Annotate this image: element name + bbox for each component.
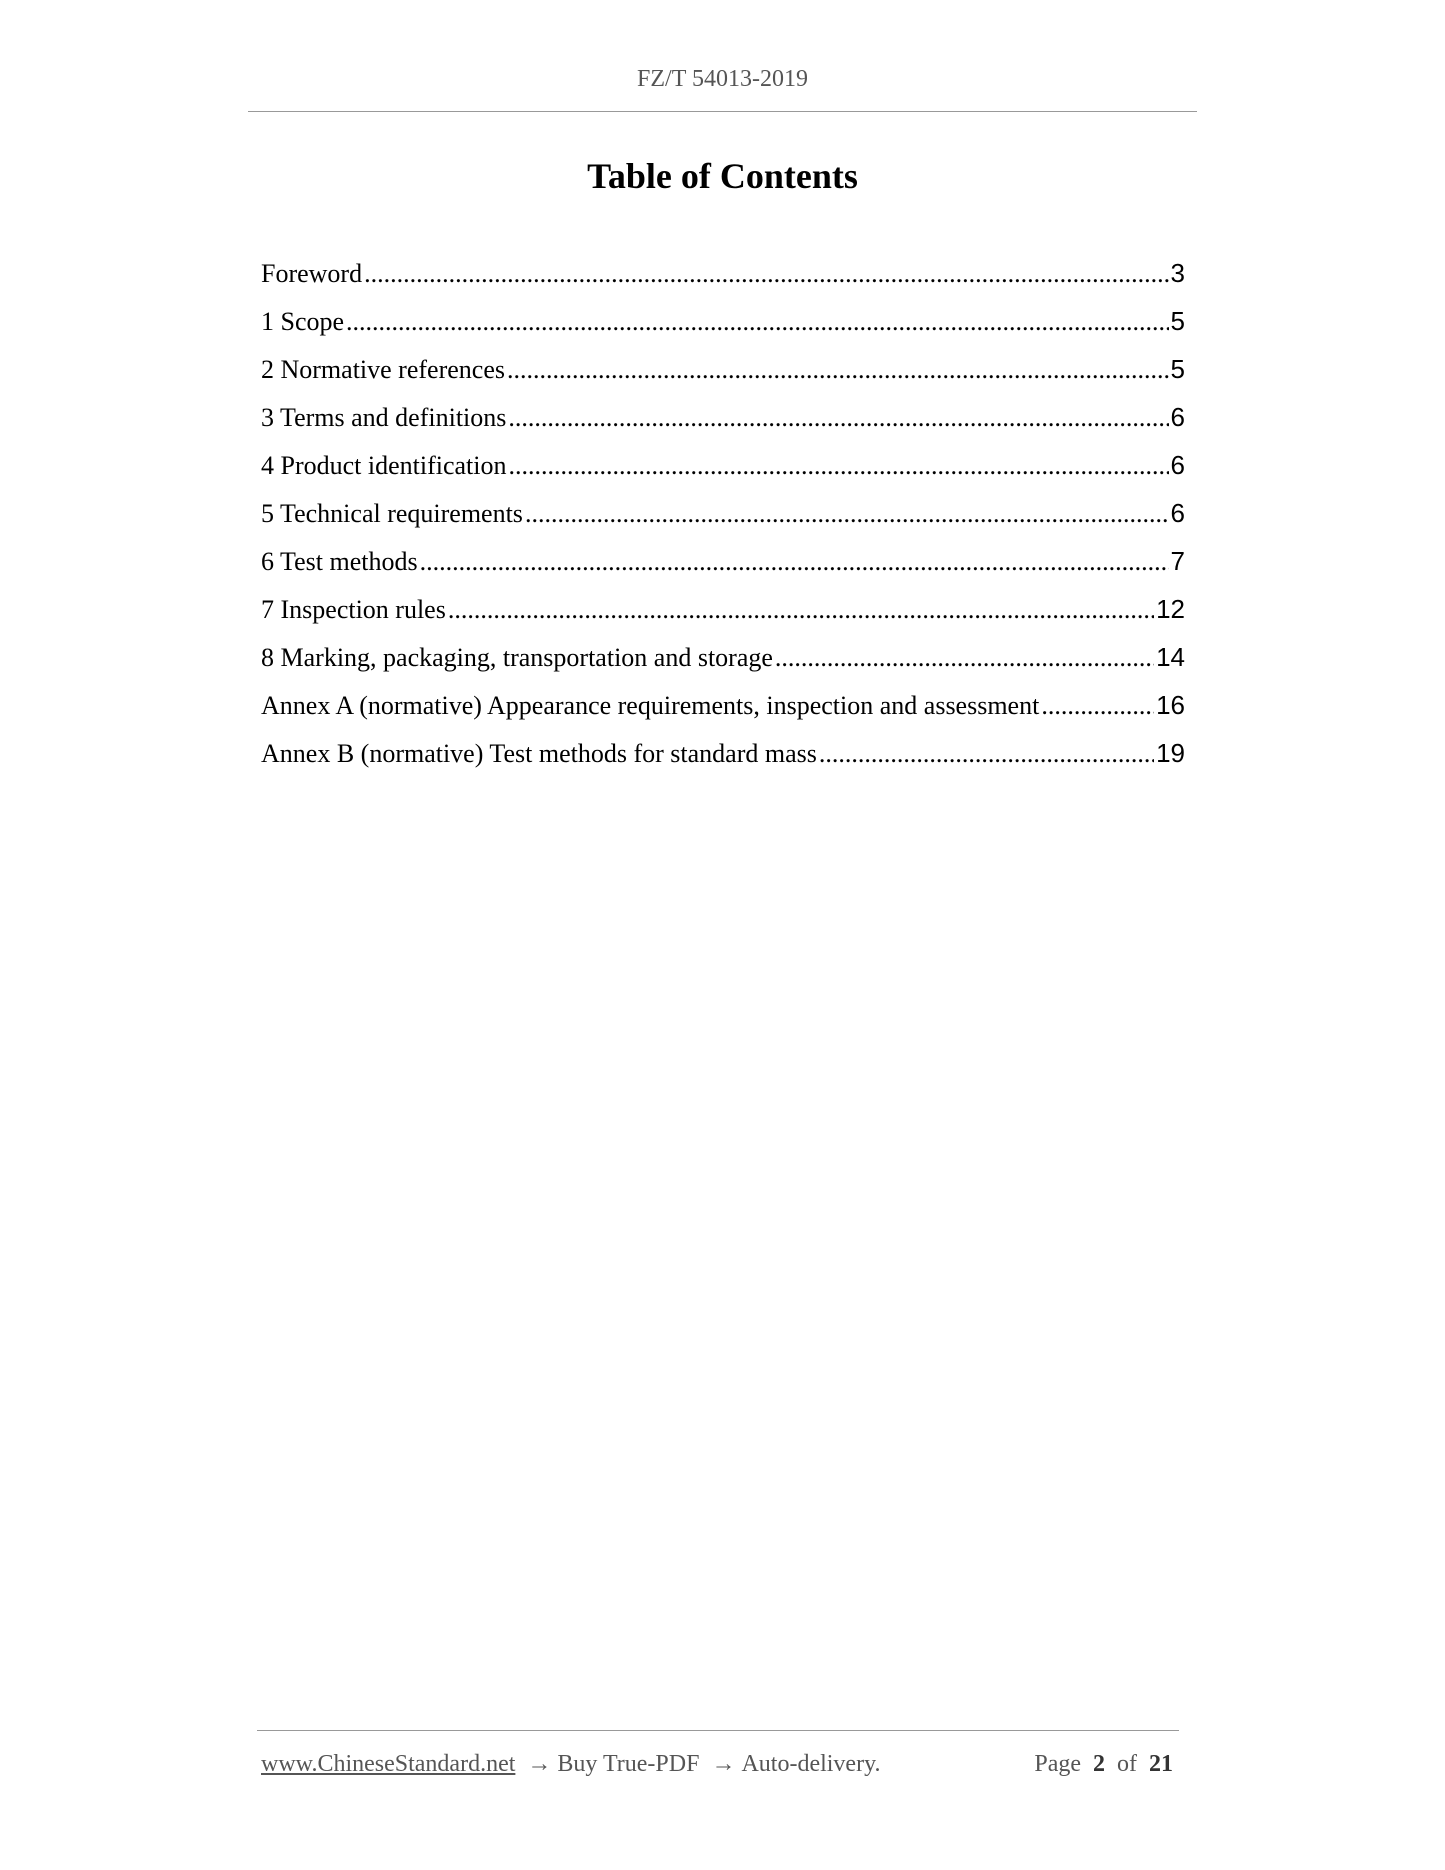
toc-page-number: 5 xyxy=(1170,354,1185,384)
toc-entry-product-identification[interactable] xyxy=(261,450,1185,498)
toc-dot-leader xyxy=(346,307,1168,337)
toc-entry-label: 7 Inspection rules xyxy=(261,595,446,624)
footer-divider xyxy=(257,1730,1179,1731)
toc-page-number: 7 xyxy=(1170,546,1185,576)
toc-page-number: 14 xyxy=(1156,642,1185,672)
page-title: Table of Contents xyxy=(587,156,858,196)
arrow-right-icon: → xyxy=(527,1751,552,1777)
toc-dot-leader xyxy=(775,643,1154,673)
toc-dot-leader xyxy=(364,259,1168,289)
toc-dot-leader xyxy=(1041,691,1154,721)
document-id-header: FZ/T 54013-2019 xyxy=(637,66,808,92)
arrow-right-icon: → xyxy=(711,1751,736,1777)
toc-entry-label: Foreword xyxy=(261,259,363,288)
toc-page-number: 12 xyxy=(1156,594,1185,624)
toc-entry-terms-and-definitions[interactable] xyxy=(261,402,1185,450)
current-page-number: 2 xyxy=(1093,1751,1105,1777)
toc-dot-leader xyxy=(448,595,1154,625)
website-link[interactable]: www.ChineseStandard.net xyxy=(261,1751,516,1777)
header-divider xyxy=(248,111,1197,112)
toc-page-number: 3 xyxy=(1170,258,1185,288)
toc-entry-test-methods[interactable] xyxy=(261,546,1185,594)
toc-page-number: 5 xyxy=(1170,306,1185,336)
page-indicator xyxy=(1034,1751,1179,1778)
toc-entry-normative-references[interactable] xyxy=(261,354,1185,402)
page-footer xyxy=(261,1751,1179,1778)
page-word: Page xyxy=(1034,1751,1081,1777)
toc-entry-label: Annex A (normative) Appearance requirements, inspection and assessment xyxy=(261,691,1040,720)
toc-page-number: 6 xyxy=(1170,498,1185,528)
toc-entry-annex-b[interactable] xyxy=(261,738,1185,786)
toc-page-number: 19 xyxy=(1156,738,1185,768)
toc-page-number: 16 xyxy=(1156,690,1185,720)
toc-entry-label: 6 Test methods xyxy=(261,547,418,576)
toc-entry-label: 8 Marking, packaging, transportation and storage xyxy=(261,643,773,672)
toc-entry-label: 1 Scope xyxy=(261,307,345,336)
toc-entry-label: 5 Technical requirements xyxy=(261,499,523,528)
footer-promo xyxy=(261,1751,881,1778)
toc-entry-label: 2 Normative references xyxy=(261,355,505,384)
table-of-contents xyxy=(261,258,1185,786)
toc-dot-leader xyxy=(525,499,1169,529)
toc-page-number: 6 xyxy=(1170,402,1185,432)
toc-dot-leader xyxy=(819,739,1154,769)
auto-delivery-text: Auto-delivery. xyxy=(741,1751,881,1777)
of-word: of xyxy=(1117,1751,1137,1777)
buy-pdf-text: Buy True-PDF xyxy=(557,1751,700,1777)
toc-dot-leader xyxy=(509,451,1169,481)
toc-entry-marking-packaging[interactable] xyxy=(261,642,1185,690)
toc-entry-foreword[interactable] xyxy=(261,258,1185,306)
toc-entry-technical-requirements[interactable] xyxy=(261,498,1185,546)
toc-dot-leader xyxy=(420,547,1169,577)
toc-dot-leader xyxy=(507,355,1169,385)
total-page-number: 21 xyxy=(1149,1751,1173,1777)
toc-entry-annex-a[interactable] xyxy=(261,690,1185,738)
toc-entry-label: Annex B (normative) Test methods for standard mass xyxy=(261,739,817,768)
toc-dot-leader xyxy=(508,403,1168,433)
toc-entry-inspection-rules[interactable] xyxy=(261,594,1185,642)
toc-entry-label: 3 Terms and definitions xyxy=(261,403,507,432)
toc-page-number: 6 xyxy=(1170,450,1185,480)
toc-entry-scope[interactable] xyxy=(261,306,1185,354)
toc-entry-label: 4 Product identification xyxy=(261,451,507,480)
